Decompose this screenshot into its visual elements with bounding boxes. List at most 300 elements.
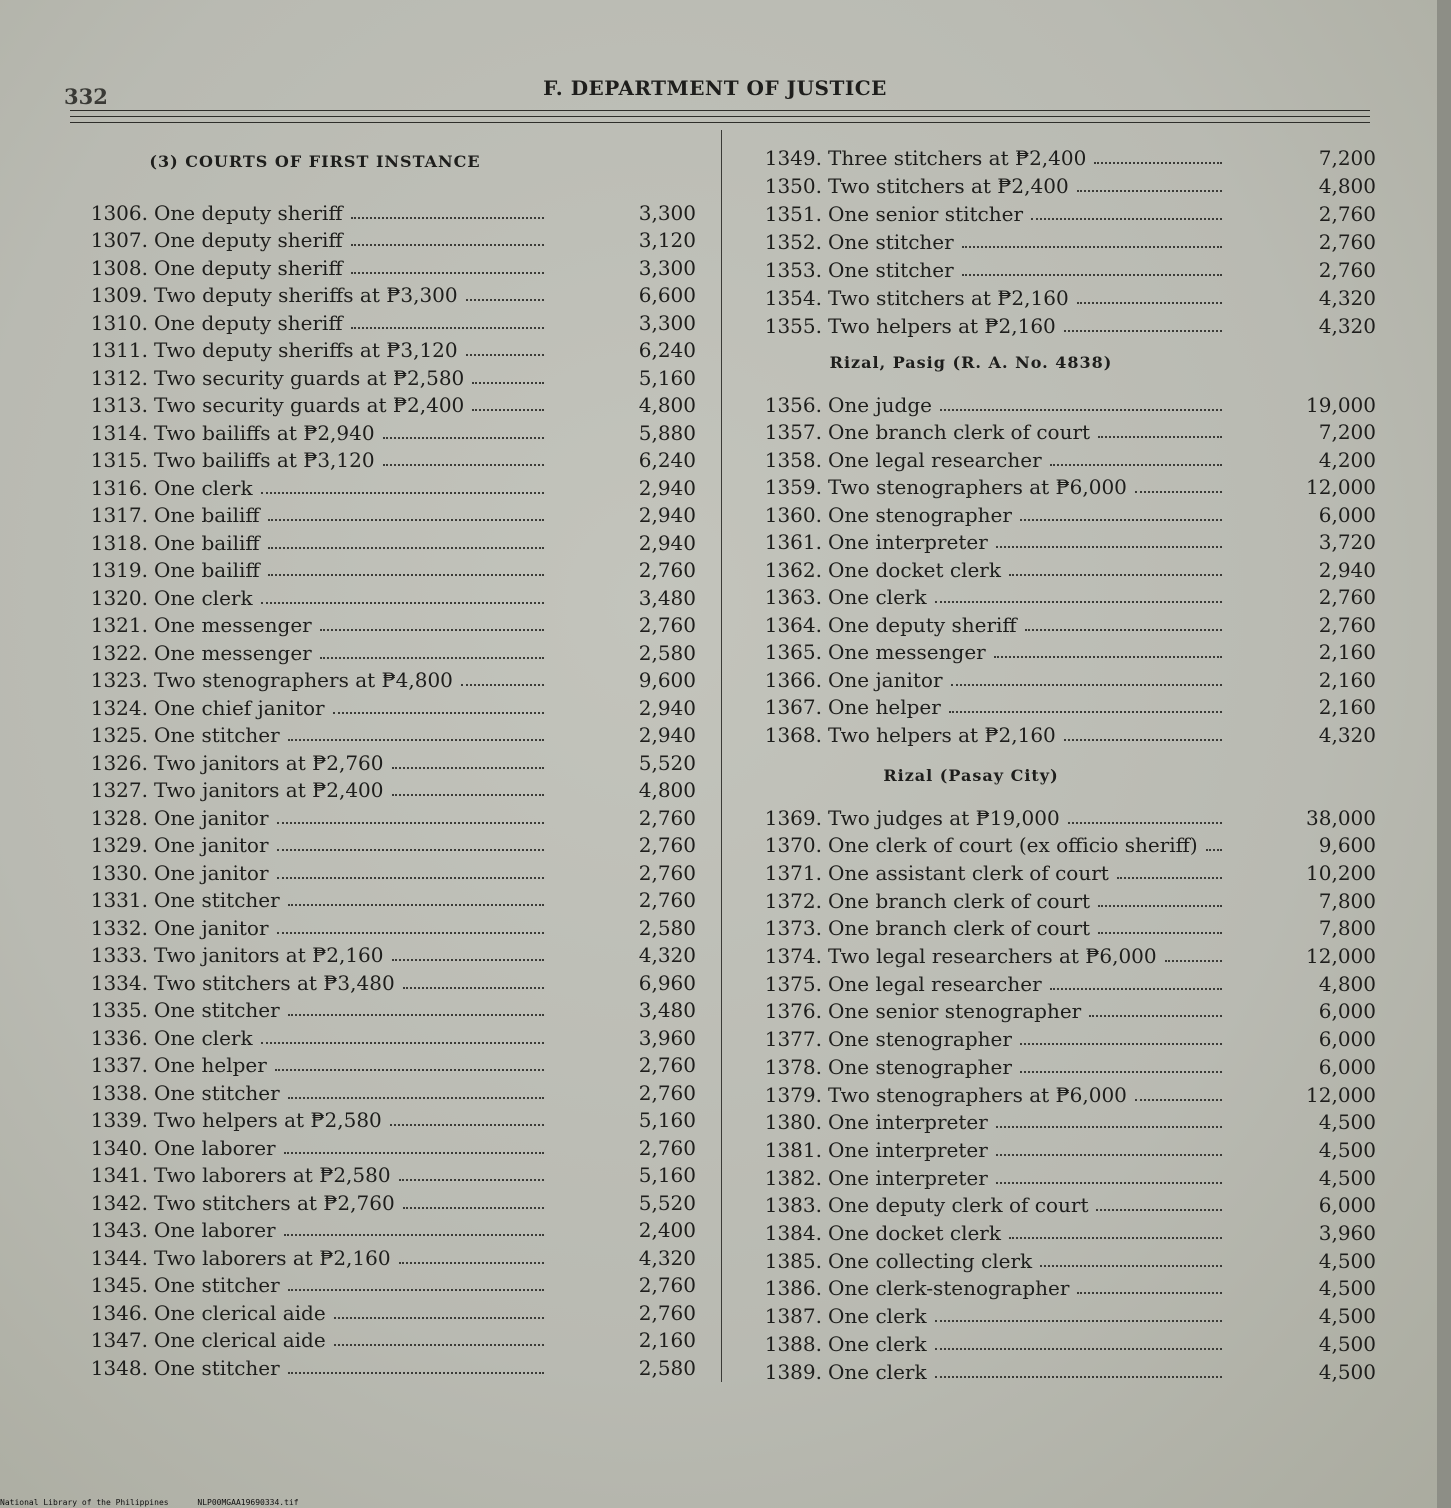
item-number: 1385. xyxy=(764,1248,822,1273)
item-description: One senior stenographer xyxy=(828,999,1082,1024)
dot-leader xyxy=(1031,218,1222,220)
item-description-cell xyxy=(148,1163,544,1187)
item-number: 1314. xyxy=(90,420,148,445)
item-number: 1369. xyxy=(764,805,822,830)
item-description: Two helpers at ₱2,160 xyxy=(828,722,1056,747)
item-number: 1327. xyxy=(90,778,148,802)
dot-leader xyxy=(1020,519,1222,521)
item-description-cell xyxy=(148,1356,544,1380)
item-number: 1317. xyxy=(90,503,148,527)
item-amount: 4,500 xyxy=(1318,1276,1376,1301)
dot-leader xyxy=(261,492,544,494)
item-description: One branch clerk of court xyxy=(828,420,1091,444)
item-description-cell xyxy=(822,1249,1222,1273)
item-description: One stitcher xyxy=(154,888,280,912)
item-description: One janitor xyxy=(828,667,943,692)
item-number: 1342. xyxy=(90,1190,148,1215)
item-number: 1389. xyxy=(764,1359,822,1384)
item-description: One deputy sheriff xyxy=(154,310,343,335)
line-item xyxy=(72,942,708,969)
running-head: F. DEPARTMENT OF JUSTICE xyxy=(543,76,887,100)
item-number: 1358. xyxy=(764,447,822,472)
item-number: 1341. xyxy=(90,1163,148,1187)
item-description-cell xyxy=(822,503,1222,527)
item-description: Two bailiffs at ₱2,940 xyxy=(154,420,375,445)
item-description-cell xyxy=(148,1026,544,1050)
line-item xyxy=(72,529,708,556)
item-number: 1347. xyxy=(90,1328,148,1352)
item-description: One judge xyxy=(828,392,932,417)
item-description-cell xyxy=(148,476,544,500)
dot-leader xyxy=(962,246,1222,248)
header-rule-top xyxy=(70,110,1370,111)
item-amount: 4,500 xyxy=(1318,1359,1376,1384)
line-item xyxy=(72,749,708,776)
dot-leader xyxy=(996,546,1222,548)
item-amount: 4,800 xyxy=(638,393,696,417)
item-description-cell xyxy=(148,888,544,912)
line-item xyxy=(72,694,708,721)
item-description: One stitcher xyxy=(828,229,954,254)
item-amount: 2,160 xyxy=(1318,695,1376,719)
line-item xyxy=(752,172,1390,199)
item-description: One helper xyxy=(828,695,941,719)
item-description-cell xyxy=(822,889,1222,913)
item-number: 1332. xyxy=(90,915,148,940)
footer-file: NLP00MGAA19690334.tif xyxy=(197,1498,299,1507)
item-description-cell xyxy=(148,531,544,555)
dot-leader xyxy=(261,1042,544,1044)
item-amount: 2,760 xyxy=(1318,585,1376,609)
dot-leader xyxy=(277,877,544,879)
item-number: 1349. xyxy=(764,145,822,170)
item-number: 1318. xyxy=(90,530,148,555)
item-amount: 2,580 xyxy=(638,640,696,665)
dot-leader xyxy=(461,684,544,686)
header-rule-bottom xyxy=(70,122,1370,123)
item-description: One messenger xyxy=(154,613,312,637)
dot-leader xyxy=(351,244,544,246)
item-amount: 5,160 xyxy=(638,1163,696,1187)
item-amount: 6,000 xyxy=(1318,1054,1376,1079)
item-description: Two stenographers at ₱4,800 xyxy=(154,668,453,692)
line-item xyxy=(752,312,1390,339)
item-number: 1316. xyxy=(90,475,148,500)
item-number: 1331. xyxy=(90,888,148,912)
dot-leader xyxy=(1135,491,1222,493)
item-amount: 7,800 xyxy=(1318,916,1376,941)
item-amount: 2,760 xyxy=(1318,612,1376,637)
item-description-cell xyxy=(822,695,1222,719)
item-amount: 4,320 xyxy=(1318,285,1376,310)
dot-leader xyxy=(383,464,544,466)
item-number: 1376. xyxy=(764,999,822,1024)
dot-leader xyxy=(1098,932,1222,934)
item-number: 1324. xyxy=(90,695,148,720)
line-item xyxy=(72,337,708,364)
dot-leader xyxy=(940,409,1222,411)
item-description-cell xyxy=(148,1136,544,1160)
item-description-cell xyxy=(148,641,544,665)
item-amount: 4,500 xyxy=(1318,1165,1376,1190)
item-description-cell xyxy=(822,1110,1222,1134)
line-item xyxy=(752,144,1390,171)
item-description: One janitor xyxy=(154,860,269,885)
item-number: 1365. xyxy=(764,640,822,664)
line-item xyxy=(752,228,1390,255)
item-number: 1330. xyxy=(90,860,148,885)
header-rule-middle xyxy=(70,116,1370,117)
item-description-cell xyxy=(822,1276,1222,1300)
item-amount: 2,160 xyxy=(1318,640,1376,664)
line-item xyxy=(752,1026,1390,1053)
item-number: 1325. xyxy=(90,723,148,747)
item-description: One branch clerk of court xyxy=(828,916,1091,941)
line-item xyxy=(72,859,708,886)
dot-leader xyxy=(390,1124,544,1126)
item-number: 1370. xyxy=(764,833,822,858)
item-number: 1311. xyxy=(90,338,148,362)
item-description-cell xyxy=(148,998,544,1022)
dot-leader xyxy=(284,1152,544,1154)
item-number: 1359. xyxy=(764,475,822,499)
item-number: 1315. xyxy=(90,448,148,472)
line-item xyxy=(72,557,708,584)
dot-leader xyxy=(277,822,544,824)
line-item xyxy=(72,1107,708,1134)
line-item xyxy=(72,1272,708,1299)
line-item xyxy=(752,998,1390,1025)
item-number: 1336. xyxy=(90,1025,148,1050)
dot-leader xyxy=(383,437,544,439)
item-description-cell xyxy=(148,201,544,225)
line-item xyxy=(752,1330,1390,1357)
item-description: Two stitchers at ₱2,760 xyxy=(154,1190,395,1215)
item-number: 1306. xyxy=(90,200,148,225)
item-amount: 3,120 xyxy=(638,228,696,252)
dot-leader xyxy=(1089,1015,1222,1017)
item-description: Two security guards at ₱2,580 xyxy=(154,365,465,390)
dot-leader xyxy=(334,1344,544,1346)
item-amount: 6,000 xyxy=(1318,1193,1376,1218)
line-item xyxy=(72,364,708,391)
section-heading-courts: (3) COURTS OF FIRST INSTANCE xyxy=(149,152,481,171)
item-number: 1387. xyxy=(764,1304,822,1329)
dot-leader xyxy=(320,629,544,631)
item-description-cell xyxy=(148,503,544,527)
item-amount: 9,600 xyxy=(638,668,696,692)
item-description: Two security guards at ₱2,400 xyxy=(154,393,465,417)
line-item xyxy=(72,1162,708,1189)
line-item xyxy=(72,282,708,309)
item-number: 1362. xyxy=(764,557,822,582)
item-amount: 6,000 xyxy=(1318,999,1376,1024)
dot-leader xyxy=(268,519,544,521)
item-description: One stitcher xyxy=(154,723,280,747)
line-item xyxy=(72,392,708,419)
page-edge xyxy=(1437,0,1451,1508)
dot-leader xyxy=(392,959,544,961)
item-description-cell xyxy=(822,1027,1222,1051)
line-item xyxy=(752,639,1390,666)
item-amount: 4,800 xyxy=(638,778,696,802)
item-description: One docket clerk xyxy=(828,1221,1001,1245)
line-item xyxy=(72,914,708,941)
item-amount: 7,200 xyxy=(1318,145,1376,170)
item-description: One senior stitcher xyxy=(828,201,1024,226)
line-item xyxy=(752,474,1390,501)
item-number: 1367. xyxy=(764,695,822,719)
item-amount: 6,240 xyxy=(638,448,696,472)
item-number: 1360. xyxy=(764,502,822,527)
dot-leader xyxy=(288,1372,544,1374)
item-amount: 2,940 xyxy=(638,503,696,527)
item-description: Two stitchers at ₱2,400 xyxy=(828,173,1069,198)
dot-leader xyxy=(1050,464,1222,466)
item-amount: 2,160 xyxy=(638,1328,696,1352)
dot-leader xyxy=(1068,822,1222,824)
dot-leader xyxy=(994,656,1222,658)
item-amount: 38,000 xyxy=(1306,805,1376,830)
item-description-cell xyxy=(822,1166,1222,1190)
item-description: Two deputy sheriffs at ₱3,120 xyxy=(154,338,458,362)
item-number: 1338. xyxy=(90,1080,148,1105)
item-amount: 10,200 xyxy=(1306,860,1376,885)
item-description: Two helpers at ₱2,580 xyxy=(154,1108,382,1132)
item-description-cell xyxy=(822,448,1222,472)
line-item xyxy=(752,1136,1390,1163)
item-number: 1386. xyxy=(764,1276,822,1301)
line-item xyxy=(72,227,708,254)
dot-leader xyxy=(1165,960,1222,962)
line-item xyxy=(752,887,1390,914)
item-number: 1350. xyxy=(764,173,822,198)
footer-library: National Library of the Philippines xyxy=(0,1498,169,1507)
item-description: One helper xyxy=(154,1053,267,1077)
item-amount: 2,760 xyxy=(638,613,696,637)
item-description-cell xyxy=(822,972,1222,996)
item-description: One docket clerk xyxy=(828,557,1001,582)
item-amount: 6,000 xyxy=(1318,1027,1376,1052)
item-number: 1383. xyxy=(764,1193,822,1218)
item-amount: 5,160 xyxy=(638,365,696,390)
line-item xyxy=(72,1189,708,1216)
item-number: 1388. xyxy=(764,1331,822,1356)
item-description: One bailiff xyxy=(154,503,260,527)
item-description-cell xyxy=(822,1138,1222,1162)
line-item xyxy=(752,611,1390,638)
item-number: 1310. xyxy=(90,310,148,335)
dot-leader xyxy=(334,1317,544,1319)
item-description: One stenographer xyxy=(828,1054,1012,1079)
section-heading-pasay: Rizal (Pasay City) xyxy=(883,766,1059,785)
item-number: 1321. xyxy=(90,613,148,637)
item-description: One stenographer xyxy=(828,502,1012,527)
item-amount: 7,800 xyxy=(1318,888,1376,913)
item-description-cell xyxy=(148,861,544,885)
item-description: One collecting clerk xyxy=(828,1248,1033,1273)
dot-leader xyxy=(1135,1099,1222,1101)
dot-leader xyxy=(277,849,544,851)
item-description: Two stitchers at ₱2,160 xyxy=(828,285,1069,310)
item-number: 1307. xyxy=(90,228,148,252)
dot-leader xyxy=(1009,574,1222,576)
dot-leader xyxy=(996,1154,1222,1156)
item-description-cell xyxy=(822,640,1222,664)
item-description: Two laborers at ₱2,580 xyxy=(154,1163,391,1187)
item-number: 1326. xyxy=(90,750,148,775)
item-description-cell xyxy=(822,1332,1222,1356)
item-number: 1366. xyxy=(764,667,822,692)
item-description: One clerk xyxy=(828,1359,927,1384)
item-description-cell xyxy=(148,751,544,775)
line-item xyxy=(72,254,708,281)
item-description-cell xyxy=(148,916,544,940)
line-item xyxy=(752,1053,1390,1080)
item-description-cell xyxy=(148,778,544,802)
dot-leader xyxy=(351,327,544,329)
item-description: One clerical aide xyxy=(154,1328,326,1352)
item-description: One clerk xyxy=(154,475,253,500)
item-description: Two janitors at ₱2,400 xyxy=(154,778,384,802)
item-description-cell xyxy=(148,421,544,445)
item-amount: 2,760 xyxy=(638,833,696,857)
item-description-cell xyxy=(148,833,544,857)
item-amount: 2,760 xyxy=(638,558,696,582)
item-description-cell xyxy=(822,944,1222,968)
item-description-cell xyxy=(148,311,544,335)
dot-leader xyxy=(1040,1265,1222,1267)
item-number: 1378. xyxy=(764,1054,822,1079)
item-description-cell xyxy=(148,1108,544,1132)
item-number: 1380. xyxy=(764,1110,822,1135)
dot-leader xyxy=(1064,739,1222,741)
item-description: Two bailiffs at ₱3,120 xyxy=(154,448,375,472)
line-item xyxy=(72,584,708,611)
dot-leader xyxy=(288,739,544,741)
dot-leader xyxy=(268,574,544,576)
item-description: One messenger xyxy=(154,640,312,665)
dot-leader xyxy=(288,1289,544,1291)
item-amount: 5,520 xyxy=(638,750,696,775)
item-description: Two legal researchers at ₱6,000 xyxy=(828,944,1157,968)
dot-leader xyxy=(399,1262,544,1264)
line-item xyxy=(72,612,708,639)
item-amount: 4,800 xyxy=(1318,971,1376,996)
dot-leader xyxy=(333,712,544,714)
line-item xyxy=(72,502,708,529)
item-number: 1308. xyxy=(90,255,148,280)
item-description-cell xyxy=(148,1081,544,1105)
item-amount: 2,760 xyxy=(638,860,696,885)
dot-leader xyxy=(1098,905,1222,907)
item-description-cell xyxy=(148,1328,544,1352)
item-amount: 2,160 xyxy=(1318,667,1376,692)
line-item xyxy=(752,859,1390,886)
item-number: 1355. xyxy=(764,313,822,338)
item-description: Two stitchers at ₱3,480 xyxy=(154,970,395,995)
item-amount: 2,400 xyxy=(638,1218,696,1242)
item-number: 1345. xyxy=(90,1273,148,1297)
item-number: 1340. xyxy=(90,1135,148,1160)
line-item xyxy=(752,556,1390,583)
item-description-cell xyxy=(822,1083,1222,1107)
item-description-cell xyxy=(148,586,544,610)
line-item xyxy=(72,419,708,446)
dot-leader xyxy=(935,1376,1222,1378)
item-number: 1364. xyxy=(764,612,822,637)
item-amount: 2,760 xyxy=(638,805,696,830)
item-number: 1343. xyxy=(90,1218,148,1242)
item-number: 1384. xyxy=(764,1221,822,1245)
item-amount: 4,800 xyxy=(1318,173,1376,198)
item-description: One stitcher xyxy=(828,257,954,282)
item-number: 1328. xyxy=(90,805,148,830)
item-amount: 12,000 xyxy=(1306,1082,1376,1107)
item-number: 1381. xyxy=(764,1137,822,1162)
item-number: 1368. xyxy=(764,722,822,747)
item-description: One interpreter xyxy=(828,1165,988,1190)
item-amount: 2,760 xyxy=(638,1135,696,1160)
item-description: One messenger xyxy=(828,640,986,664)
line-item xyxy=(72,199,708,226)
item-description: One janitor xyxy=(154,915,269,940)
item-amount: 2,940 xyxy=(1318,557,1376,582)
dot-leader xyxy=(351,272,544,274)
item-description-cell xyxy=(822,530,1222,554)
line-item xyxy=(752,832,1390,859)
item-description-cell xyxy=(822,174,1222,198)
item-amount: 5,520 xyxy=(638,1190,696,1215)
line-item xyxy=(72,1327,708,1354)
item-description-cell xyxy=(148,448,544,472)
item-description-cell xyxy=(148,393,544,417)
line-item xyxy=(72,1024,708,1051)
item-description: One chief janitor xyxy=(154,695,325,720)
item-description: One clerk xyxy=(828,585,927,609)
dot-leader xyxy=(1077,190,1222,192)
item-description: One deputy sheriff xyxy=(154,255,343,280)
item-description: One stitcher xyxy=(154,1355,280,1380)
item-description: One clerk xyxy=(828,1331,927,1356)
item-number: 1346. xyxy=(90,1300,148,1325)
item-amount: 4,200 xyxy=(1318,447,1376,472)
line-item xyxy=(752,1164,1390,1191)
line-item xyxy=(752,915,1390,942)
item-description: One laborer xyxy=(154,1135,276,1160)
item-description-cell xyxy=(822,146,1222,170)
line-item xyxy=(752,419,1390,446)
dot-leader xyxy=(403,987,544,989)
item-amount: 4,320 xyxy=(638,1245,696,1270)
item-number: 1351. xyxy=(764,201,822,226)
item-amount: 4,500 xyxy=(1318,1248,1376,1273)
item-amount: 4,500 xyxy=(1318,1304,1376,1329)
line-item xyxy=(72,1134,708,1161)
dot-leader xyxy=(268,547,544,549)
line-item xyxy=(72,309,708,336)
dot-leader xyxy=(275,1069,544,1071)
item-description-cell xyxy=(822,806,1222,830)
line-item xyxy=(752,666,1390,693)
dot-leader xyxy=(1050,988,1222,990)
item-description-cell xyxy=(822,668,1222,692)
dot-leader xyxy=(1206,849,1222,851)
item-amount: 2,940 xyxy=(638,530,696,555)
item-amount: 3,300 xyxy=(638,310,696,335)
item-description: One clerk-stenographer xyxy=(828,1276,1070,1301)
line-item xyxy=(752,529,1390,556)
